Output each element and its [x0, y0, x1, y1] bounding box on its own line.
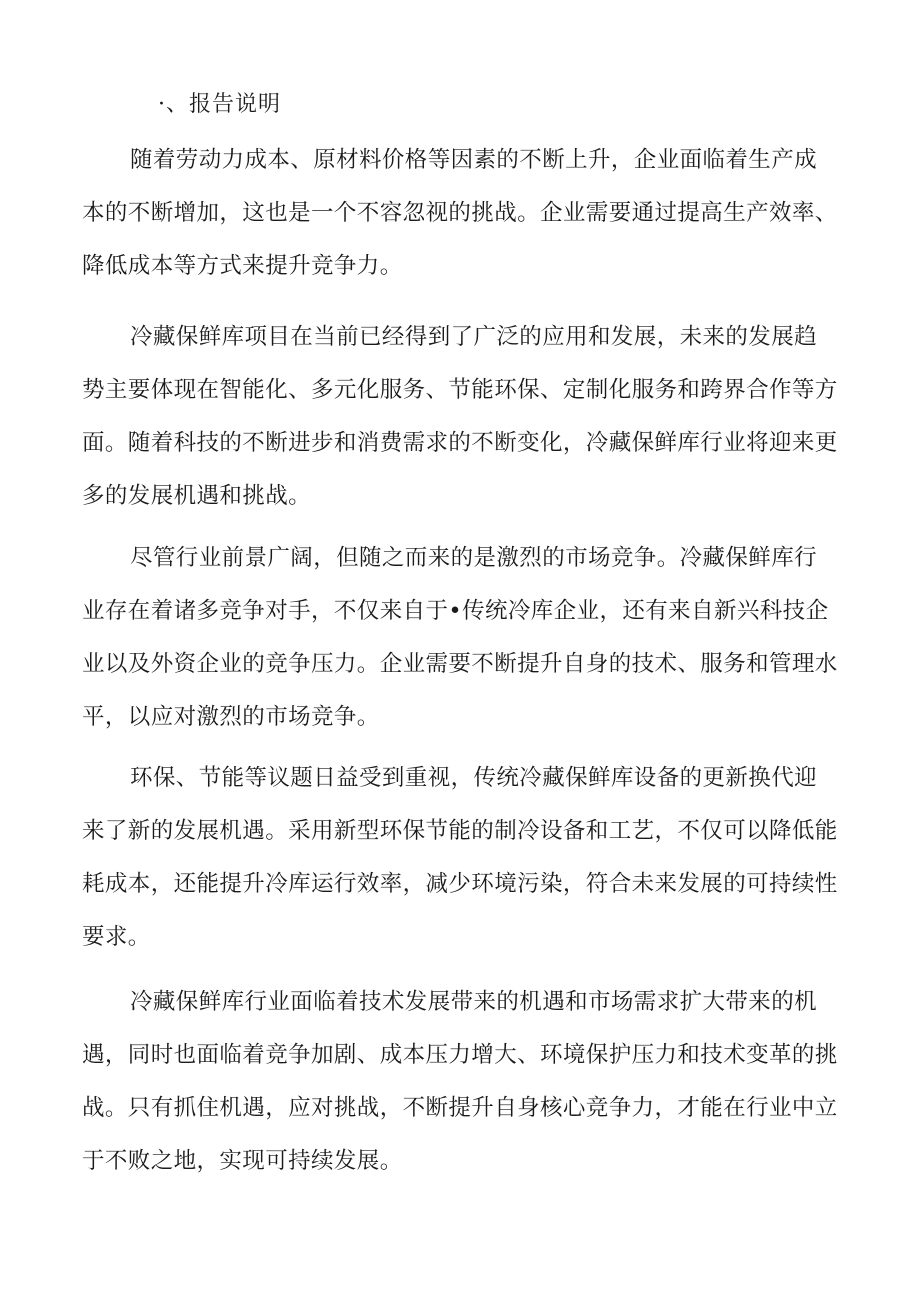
paragraph-line: 尽管行业前景广阔，但随之而来的是激烈的市场竞争。冷藏保鲜库行: [130, 545, 818, 571]
paragraph-line: 于不败之地，实现可持续发展。: [82, 1148, 403, 1174]
paragraph-line: 多的发展机遇和挑战。: [82, 483, 312, 509]
paragraph-line: 平，以应对激烈的市场竞争。: [82, 704, 380, 730]
paragraph-line: 环保、节能等议题日益受到重视，传统冷藏保鲜库设备的更新换代迎: [130, 765, 818, 791]
paragraph-line: 业以及外资企业的竞争压力。企业需要不断提升自身的技术、服务和管理水: [82, 651, 838, 677]
paragraph-line: 面。随着科技的不断进步和消费需求的不断变化，冷藏保鲜库行业将迎来更: [82, 430, 838, 456]
paragraph-line: 业存在着诸多竞争对手，不仅来自于•传统冷库企业，还有来自新兴科技企: [82, 598, 829, 624]
paragraph-4: [82, 752, 842, 964]
paragraph-line: 耗成本，还能提升冷库运行效率，减少环境污染，符合未来发展的可持续性: [82, 871, 838, 897]
paragraph-line: 来了新的发展机遇。采用新型环保节能的制冷设备和工艺，不仅可以降低能: [82, 818, 838, 844]
paragraph-1: [82, 134, 842, 293]
paragraph-2: [82, 311, 842, 523]
paragraph-line: 冷藏保鲜库项目在当前已经得到了广泛的应用和发展，未来的发展趋: [130, 324, 818, 350]
paragraph-line: 要求。: [82, 924, 151, 950]
paragraph-line: 随着劳动力成本、原材料价格等因素的不断上升，企业面临着生产成: [130, 147, 818, 173]
paragraph-line: 遇，同时也面临着竞争加剧、成本压力增大、环境保护压力和技术变革的挑: [82, 1042, 838, 1068]
paragraph-line: 降低成本等方式来提升竞争力。: [82, 253, 403, 279]
paragraph-5: [82, 976, 842, 1188]
paragraph-3: [82, 532, 842, 744]
paragraph-line: 本的不断增加，这也是一个不容忽视的挑战。企业需要通过提高生产效率、: [82, 200, 838, 226]
section-heading: ·、报告说明: [158, 92, 281, 117]
paragraph-line: 势主要体现在智能化、多元化服务、节能环保、定制化服务和跨界合作等方: [82, 377, 838, 403]
paragraph-line: 冷藏保鲜库行业面临着技术发展带来的机遇和市场需求扩大带来的机: [130, 989, 818, 1015]
paragraph-line: 战。只有抓住机遇，应对挑战，不断提升自身核心竞争力，才能在行业中立: [82, 1095, 838, 1121]
